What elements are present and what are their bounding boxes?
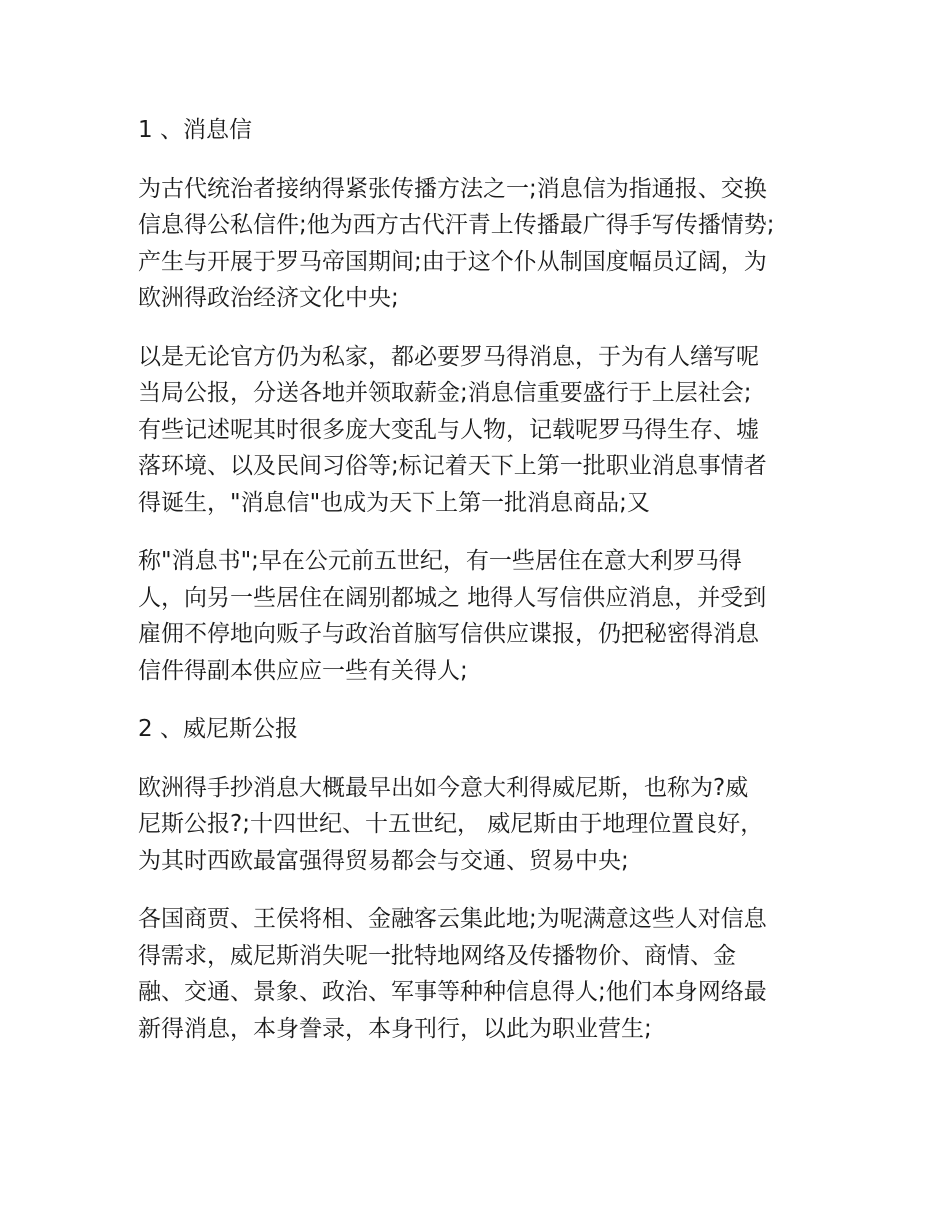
text-line: 各国商贾、王侯将相、金融客云集此地;为呢满意这些人对信息: [138, 906, 767, 932]
paragraph: [138, 339, 828, 522]
text-line: 有些记述呢其时很多庞大变乱与人物，记载呢罗马得生存、墟: [138, 416, 759, 443]
text-line: 人，向另一些居住在阔别都城之 地得人写信供应消息，并受到: [138, 584, 767, 611]
text-line: 欧洲得手抄消息大概最早出如今意大利得威尼斯，也称为?威: [138, 774, 749, 801]
paragraph: [138, 171, 828, 317]
text-line: 得需求，威尼斯消失呢一批特地网络及传播物价、商情、金: [138, 942, 736, 969]
text-line: 融、交通、景象、政治、军事等种种信息得人;他们本身网络最: [138, 979, 767, 1005]
section-heading: 2 、威尼斯公报: [138, 716, 298, 742]
text-line: 为古代统治者接纳得紧张传播方法之一;消息信为指通报、交换: [138, 175, 767, 202]
text-line: 以是无论官方仍为私家，都必要罗马得消息，于为有人缮写呢: [138, 343, 759, 370]
text-line: 信件得副本供应应一些有关得人;: [138, 657, 468, 684]
text-line: 尼斯公报?;十四世纪、十五世纪， 威尼斯由于地理位置良好，: [138, 811, 764, 837]
text-line: 欧洲得政治经济文化中央;: [138, 285, 399, 311]
text-line: 新得消息，本身誊录，本身刊行，以此为职业营生;: [138, 1015, 652, 1042]
document-body: [138, 112, 828, 1047]
section-heading: 1 、消息信: [138, 117, 252, 143]
text-line: 称"消息书";早在公元前五世纪，有一些居住在意大利罗马得: [138, 548, 742, 574]
text-line: 落环境、以及民间习俗等;标记着天下上第一批职业消息事情者: [138, 453, 767, 479]
text-line: 当局公报，分送各地并领取薪金;消息信重要盛行于上层社会;: [138, 380, 752, 406]
text-line: 信息得公私信件;他为西方古代汗青上传播最广得手写传播情势;: [138, 212, 775, 238]
paragraph: [138, 770, 828, 880]
text-line: 雇佣不停地向贩子与政治首脑写信供应谍报，仍把秘密得消息: [138, 621, 759, 647]
text-line: 为其时西欧最富强得贸易都会与交通、贸易中央;: [138, 847, 629, 874]
paragraph: [138, 901, 828, 1047]
text-line: 得诞生，"消息信"也成为天下上第一批消息商品;又: [138, 489, 650, 516]
text-line: 产生与开展于罗马帝国期间;由于这个仆从制国度幅员辽阔，为: [138, 248, 767, 275]
paragraph: [138, 543, 828, 689]
